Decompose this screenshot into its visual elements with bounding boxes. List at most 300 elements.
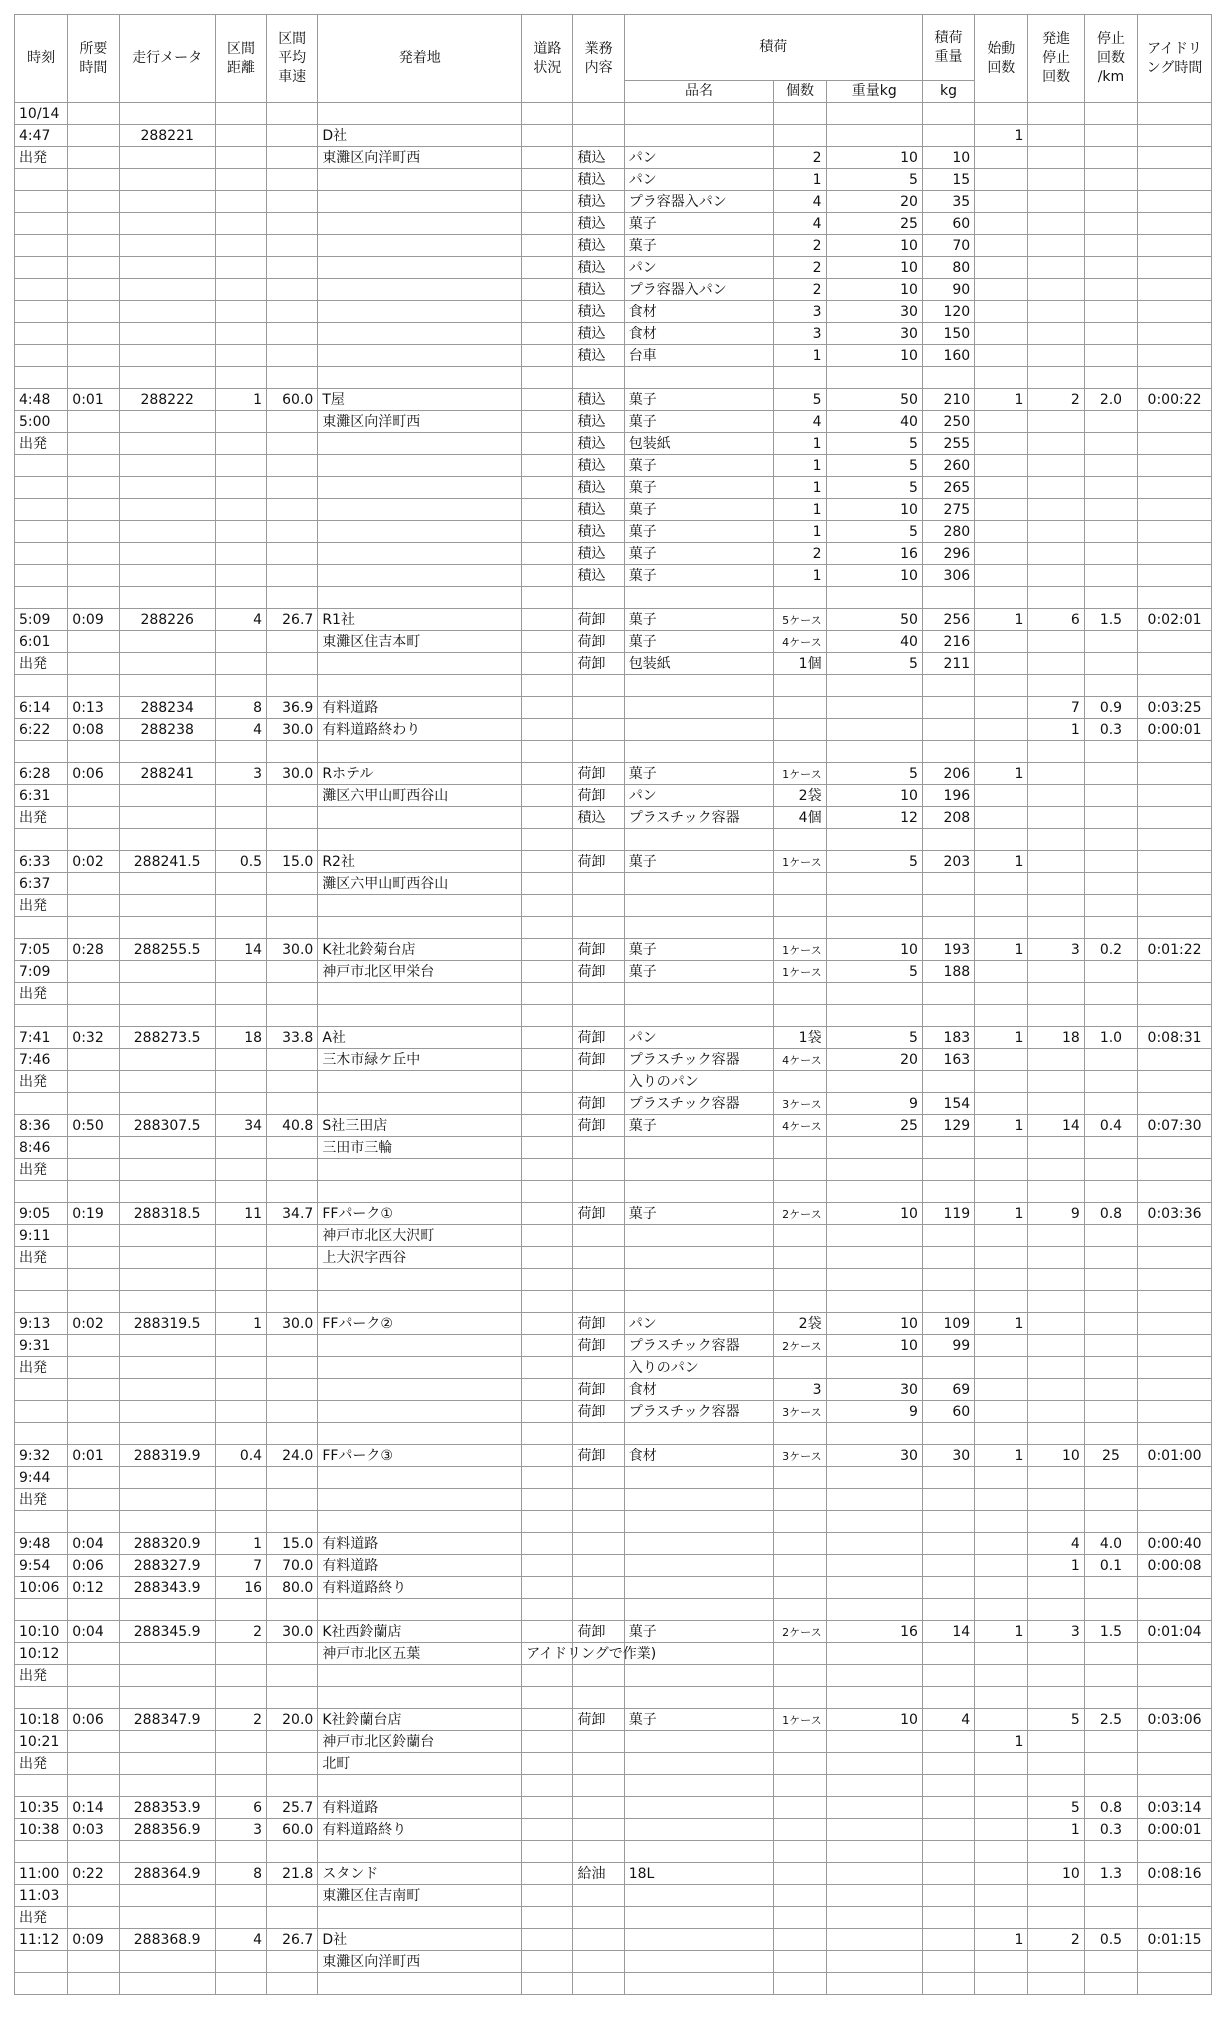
cell-distance [215, 653, 266, 675]
cell-cargo-weight [922, 1489, 974, 1511]
cell-stops [1028, 1973, 1084, 1995]
cell-road [522, 1863, 573, 1885]
cell-road [522, 1225, 573, 1247]
cell-weight: 40 [826, 631, 922, 653]
cell-stops [1028, 763, 1084, 785]
cell-odometer [119, 1357, 215, 1379]
cell-cargo-weight [922, 1357, 974, 1379]
cell-time: 9:44 [15, 1467, 68, 1489]
cell-place: 神戸市北区甲栄台 [318, 961, 522, 983]
cell-place [318, 1181, 522, 1203]
cell-cargo-weight: 196 [922, 785, 974, 807]
cell-speed [267, 1291, 318, 1313]
cell-qty: 1ケース [774, 763, 826, 785]
cell-weight [826, 873, 922, 895]
cell-task [573, 1951, 624, 1973]
cell-duration [68, 1335, 119, 1357]
table-row [15, 1093, 1212, 1115]
cell-qty [774, 895, 826, 917]
cell-idle [1138, 917, 1212, 939]
cell-time: 6:28 [15, 763, 68, 785]
cell-starts [975, 873, 1028, 895]
cell-road [522, 983, 573, 1005]
cell-starts: 1 [975, 1115, 1028, 1137]
cell-stops [1028, 1599, 1084, 1621]
cell-road [522, 1929, 573, 1951]
cell-duration: 0:09 [68, 1929, 119, 1951]
cell-qty: 2袋 [774, 785, 826, 807]
cell-odometer [119, 1005, 215, 1027]
cell-place [318, 1335, 522, 1357]
cell-cargo-weight [922, 367, 974, 389]
cell-item [624, 1797, 774, 1819]
cell-duration [68, 1687, 119, 1709]
cell-starts: 1 [975, 1731, 1028, 1753]
header-speed: 区間 平均 車速 [267, 15, 318, 103]
table-body [15, 103, 1212, 1995]
cell-place [318, 1841, 522, 1863]
cell-item [624, 829, 774, 851]
cell-odometer [119, 235, 215, 257]
header-item: 品名 [624, 81, 774, 103]
cell-duration [68, 829, 119, 851]
cell-distance [215, 895, 266, 917]
cell-idle [1138, 1357, 1212, 1379]
cell-time [15, 917, 68, 939]
cell-starts [975, 1401, 1028, 1423]
cell-odometer [119, 147, 215, 169]
cell-place: 灘区六甲山町西谷山 [318, 873, 522, 895]
cell-speed [267, 521, 318, 543]
cell-odometer [119, 631, 215, 653]
cell-distance: 4 [215, 609, 266, 631]
cell-distance [215, 961, 266, 983]
cell-road [522, 521, 573, 543]
cell-place [318, 323, 522, 345]
cell-task: 積込 [573, 301, 624, 323]
cell-item: 菓子 [624, 543, 774, 565]
cell-stops [1028, 103, 1084, 125]
cell-starts [975, 1357, 1028, 1379]
cell-item: 菓子 [624, 1115, 774, 1137]
cell-speed: 30.0 [267, 719, 318, 741]
table-row [15, 1445, 1212, 1467]
cell-speed: 60.0 [267, 389, 318, 411]
cell-stops: 6 [1028, 609, 1084, 631]
cell-speed [267, 1599, 318, 1621]
cell-stops-per-km: 0.8 [1084, 1203, 1137, 1225]
cell-distance: 8 [215, 1863, 266, 1885]
cell-odometer: 288241 [119, 763, 215, 785]
cell-weight [826, 675, 922, 697]
cell-starts [975, 1819, 1028, 1841]
cell-duration: 0:08 [68, 719, 119, 741]
table-row [15, 1203, 1212, 1225]
cell-qty: 2 [774, 543, 826, 565]
cell-place [318, 345, 522, 367]
cell-task [573, 917, 624, 939]
cell-stops [1028, 873, 1084, 895]
cell-odometer: 288327.9 [119, 1555, 215, 1577]
cell-speed: 24.0 [267, 1445, 318, 1467]
cell-duration [68, 873, 119, 895]
cell-cargo-weight: 129 [922, 1115, 974, 1137]
cell-speed [267, 125, 318, 147]
cell-weight [826, 103, 922, 125]
cell-stops-per-km [1084, 1335, 1137, 1357]
cell-speed [267, 1335, 318, 1357]
cell-idle [1138, 1049, 1212, 1071]
cell-distance: 8 [215, 697, 266, 719]
cell-idle [1138, 1511, 1212, 1533]
cell-time: 6:14 [15, 697, 68, 719]
cell-distance [215, 1225, 266, 1247]
cell-speed [267, 1423, 318, 1445]
cell-stops [1028, 785, 1084, 807]
table-row [15, 1797, 1212, 1819]
cell-starts [975, 235, 1028, 257]
cell-distance [215, 785, 266, 807]
cell-road [522, 719, 573, 741]
cell-speed [267, 1775, 318, 1797]
cell-odometer [119, 1841, 215, 1863]
cell-place [318, 1775, 522, 1797]
cell-speed [267, 1973, 318, 1995]
cell-starts [975, 1885, 1028, 1907]
cell-stops [1028, 1885, 1084, 1907]
cell-cargo-weight [922, 587, 974, 609]
cell-time: 出発 [15, 1159, 68, 1181]
cell-place: R2社 [318, 851, 522, 873]
cell-idle [1138, 433, 1212, 455]
cell-idle [1138, 1071, 1212, 1093]
cell-road [522, 191, 573, 213]
cell-time: 出発 [15, 1357, 68, 1379]
cell-road [522, 653, 573, 675]
cell-road [522, 631, 573, 653]
cell-speed: 15.0 [267, 851, 318, 873]
table-row [15, 741, 1212, 763]
cell-road [522, 1973, 573, 1995]
cell-duration [68, 1489, 119, 1511]
cell-stops-per-km [1084, 1731, 1137, 1753]
cell-stops-per-km: 1.5 [1084, 609, 1137, 631]
cell-distance [215, 521, 266, 543]
cell-task [573, 1973, 624, 1995]
cell-place: K社北鈴菊台店 [318, 939, 522, 961]
cell-odometer: 288307.5 [119, 1115, 215, 1137]
cell-stops [1028, 1841, 1084, 1863]
cell-odometer [119, 873, 215, 895]
cell-time [15, 455, 68, 477]
cell-stops-per-km [1084, 1269, 1137, 1291]
cell-item [624, 1731, 774, 1753]
cell-cargo-weight: 163 [922, 1049, 974, 1071]
header-odometer: 走行メータ [119, 15, 215, 103]
cell-stops-per-km: 0.1 [1084, 1555, 1137, 1577]
cell-road [522, 565, 573, 587]
cell-time: 5:09 [15, 609, 68, 631]
cell-time: 8:36 [15, 1115, 68, 1137]
cell-starts [975, 1555, 1028, 1577]
operation-log-sheet [14, 14, 1212, 1995]
cell-weight: 10 [826, 257, 922, 279]
table-row [15, 1313, 1212, 1335]
cell-item: 入りのパン [624, 1357, 774, 1379]
cell-odometer: 288368.9 [119, 1929, 215, 1951]
cell-place [318, 1379, 522, 1401]
cell-idle [1138, 367, 1212, 389]
cell-idle [1138, 1577, 1212, 1599]
cell-stops [1028, 1357, 1084, 1379]
cell-item [624, 587, 774, 609]
cell-starts [975, 1093, 1028, 1115]
table-row [15, 587, 1212, 609]
cell-qty: 2 [774, 147, 826, 169]
cell-duration [68, 785, 119, 807]
cell-time: 4:48 [15, 389, 68, 411]
cell-qty: 2袋 [774, 1313, 826, 1335]
cell-road [522, 873, 573, 895]
cell-idle [1138, 345, 1212, 367]
cell-stops [1028, 1137, 1084, 1159]
cell-speed [267, 411, 318, 433]
cell-weight: 10 [826, 1313, 922, 1335]
cell-weight [826, 1973, 922, 1995]
cell-distance [215, 1005, 266, 1027]
cell-stops-per-km [1084, 1775, 1137, 1797]
cell-item: 菓子 [624, 499, 774, 521]
cell-stops-per-km: 1.0 [1084, 1027, 1137, 1049]
cell-place [318, 1599, 522, 1621]
cell-stops-per-km [1084, 1005, 1137, 1027]
table-row [15, 1929, 1212, 1951]
cell-road [522, 939, 573, 961]
cell-qty [774, 1775, 826, 1797]
cell-speed [267, 1093, 318, 1115]
header-duration: 所要 時間 [68, 15, 119, 103]
cell-qty: 1個 [774, 653, 826, 675]
cell-time: 6:01 [15, 631, 68, 653]
cell-qty: 4ケース [774, 631, 826, 653]
cell-starts [975, 191, 1028, 213]
cell-duration [68, 1841, 119, 1863]
cell-place: 神戸市北区五葉 [318, 1643, 522, 1665]
cell-speed [267, 1753, 318, 1775]
cell-distance [215, 1467, 266, 1489]
cell-stops [1028, 191, 1084, 213]
cell-distance [215, 455, 266, 477]
table-row [15, 609, 1212, 631]
cell-place [318, 1511, 522, 1533]
cell-cargo-weight: 10 [922, 147, 974, 169]
cell-item: 包装紙 [624, 433, 774, 455]
cell-stops-per-km: 0.3 [1084, 1819, 1137, 1841]
cell-starts [975, 1775, 1028, 1797]
cell-duration [68, 455, 119, 477]
cell-starts [975, 1643, 1028, 1665]
table-row [15, 763, 1212, 785]
cell-stops [1028, 1665, 1084, 1687]
cell-distance: 18 [215, 1027, 266, 1049]
cell-place [318, 521, 522, 543]
cell-road [522, 1181, 573, 1203]
cell-weight: 30 [826, 323, 922, 345]
cell-distance [215, 1093, 266, 1115]
cell-item: 菓子 [624, 521, 774, 543]
cell-speed [267, 1489, 318, 1511]
cell-duration [68, 1137, 119, 1159]
table-row [15, 697, 1212, 719]
cell-stops [1028, 1071, 1084, 1093]
cell-task: 荷卸 [573, 1115, 624, 1137]
cell-odometer: 288345.9 [119, 1621, 215, 1643]
cell-starts: 1 [975, 1621, 1028, 1643]
cell-road [522, 345, 573, 367]
cell-item: パン [624, 1313, 774, 1335]
cell-item: 食材 [624, 323, 774, 345]
cell-weight [826, 1643, 922, 1665]
cell-task [573, 1665, 624, 1687]
cell-task: 積込 [573, 477, 624, 499]
cell-idle [1138, 1489, 1212, 1511]
cell-cargo-weight: 275 [922, 499, 974, 521]
cell-weight: 9 [826, 1093, 922, 1115]
table-row [15, 1247, 1212, 1269]
cell-odometer [119, 521, 215, 543]
cell-odometer: 288347.9 [119, 1709, 215, 1731]
table-row [15, 1885, 1212, 1907]
cell-stops [1028, 1775, 1084, 1797]
cell-idle [1138, 851, 1212, 873]
cell-road [522, 1005, 573, 1027]
cell-road [522, 1379, 573, 1401]
cell-distance: 3 [215, 1819, 266, 1841]
cell-distance [215, 917, 266, 939]
cell-duration [68, 1973, 119, 1995]
cell-cargo-weight [922, 103, 974, 125]
cell-weight: 10 [826, 565, 922, 587]
cell-duration [68, 499, 119, 521]
table-row [15, 1731, 1212, 1753]
cell-starts: 1 [975, 1203, 1028, 1225]
cell-weight [826, 983, 922, 1005]
cell-stops: 3 [1028, 939, 1084, 961]
cell-speed [267, 1511, 318, 1533]
cell-distance [215, 1687, 266, 1709]
cell-cargo-weight [922, 1423, 974, 1445]
cell-starts [975, 1577, 1028, 1599]
cell-distance [215, 873, 266, 895]
cell-road [522, 895, 573, 917]
cell-task [573, 1929, 624, 1951]
cell-task: 積込 [573, 191, 624, 213]
cell-time [15, 1687, 68, 1709]
cell-weight [826, 367, 922, 389]
cell-cargo-weight: 4 [922, 1709, 974, 1731]
cell-weight [826, 1577, 922, 1599]
cell-starts [975, 499, 1028, 521]
cell-idle [1138, 191, 1212, 213]
cell-weight: 10 [826, 939, 922, 961]
cell-idle: 0:03:06 [1138, 1709, 1212, 1731]
cell-duration: 0:02 [68, 851, 119, 873]
cell-item [624, 1665, 774, 1687]
header-road: 道路 状況 [522, 15, 573, 103]
cell-task: 荷卸 [573, 1379, 624, 1401]
cell-item [624, 1247, 774, 1269]
cell-speed [267, 235, 318, 257]
cell-item [624, 1489, 774, 1511]
cell-stops [1028, 829, 1084, 851]
cell-task: 積込 [573, 411, 624, 433]
cell-starts [975, 323, 1028, 345]
cell-task: 積込 [573, 565, 624, 587]
cell-stops-per-km [1084, 917, 1137, 939]
cell-item: 18L [624, 1863, 774, 1885]
cell-starts [975, 543, 1028, 565]
cell-road [522, 1621, 573, 1643]
cell-weight [826, 1687, 922, 1709]
cell-distance [215, 213, 266, 235]
cell-distance [215, 411, 266, 433]
cell-odometer [119, 653, 215, 675]
cell-odometer [119, 1665, 215, 1687]
cell-road [522, 147, 573, 169]
cell-stops [1028, 983, 1084, 1005]
cell-qty: 1 [774, 433, 826, 455]
cell-weight: 9 [826, 1401, 922, 1423]
cell-stops: 10 [1028, 1445, 1084, 1467]
cell-place [318, 1467, 522, 1489]
cell-stops [1028, 257, 1084, 279]
cell-cargo-weight [922, 1247, 974, 1269]
cell-odometer [119, 1401, 215, 1423]
cell-distance: 6 [215, 1797, 266, 1819]
cell-time [15, 1401, 68, 1423]
cell-stops: 1 [1028, 1555, 1084, 1577]
cell-time: 10:21 [15, 1731, 68, 1753]
cell-stops-per-km [1084, 301, 1137, 323]
cell-task: 荷卸 [573, 961, 624, 983]
cell-stops-per-km [1084, 1665, 1137, 1687]
cell-item [624, 1511, 774, 1533]
cell-odometer [119, 213, 215, 235]
cell-stops-per-km [1084, 411, 1137, 433]
cell-starts [975, 367, 1028, 389]
cell-time: 6:31 [15, 785, 68, 807]
cell-weight: 5 [826, 763, 922, 785]
table-row [15, 169, 1212, 191]
cell-duration [68, 1181, 119, 1203]
cell-item: 菓子 [624, 565, 774, 587]
cell-place: 東灘区向洋町西 [318, 147, 522, 169]
cell-road [522, 1159, 573, 1181]
cell-distance [215, 565, 266, 587]
cell-idle [1138, 543, 1212, 565]
cell-speed: 34.7 [267, 1203, 318, 1225]
cell-place: K社鈴蘭台店 [318, 1709, 522, 1731]
cell-speed [267, 257, 318, 279]
cell-stops [1028, 1225, 1084, 1247]
cell-starts [975, 147, 1028, 169]
cell-duration [68, 895, 119, 917]
cell-qty [774, 1071, 826, 1093]
cell-item [624, 719, 774, 741]
cell-speed: 25.7 [267, 1797, 318, 1819]
cell-stops-per-km [1084, 367, 1137, 389]
cell-qty [774, 1797, 826, 1819]
